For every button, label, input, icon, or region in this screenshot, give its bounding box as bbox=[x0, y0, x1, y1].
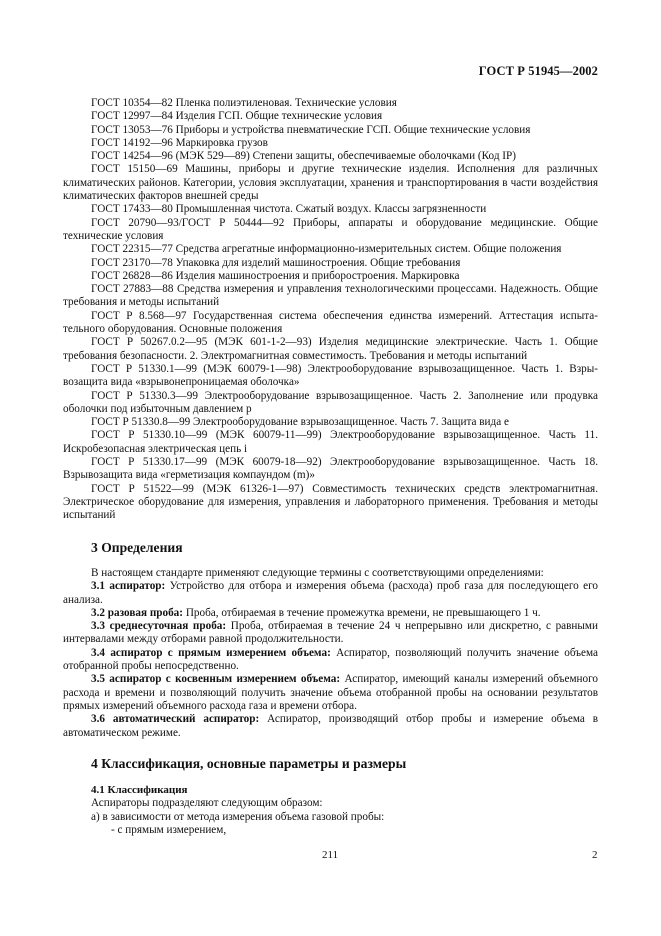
document-header: ГОСТ Р 51945—2002 bbox=[478, 64, 598, 78]
section-4-heading: 4 Классификация, основные параметры и размеры bbox=[91, 756, 407, 771]
paragraph: а) в зависимости от метода измерения объема газовой пробы: bbox=[91, 810, 385, 823]
reference-item: ГОСТ 26828—86 Изделия машиностроения и приборостроения. Маркировка bbox=[91, 269, 460, 282]
reference-item: ГОСТ 10354—82 Пленка полиэтиленовая. Технические условия bbox=[91, 97, 397, 109]
reference-item: ГОСТ 12997—84 Изделия ГСП. Общие технические условия bbox=[91, 110, 383, 123]
reference-item: ГОСТ 23170—78 Упаковка для изделий машиностроения. Общие требования bbox=[91, 256, 461, 269]
reference-item: ГОСТ 13053—76 Приборы и устройства пневматические ГСП. Общие технические условия bbox=[91, 123, 531, 136]
definition-item bbox=[63, 673, 598, 713]
section-3-heading: 3 Определения bbox=[91, 540, 183, 555]
definition-item bbox=[63, 580, 598, 607]
definitions-intro: В настоящем стандарте применяют следующие термины с соответствующими определениями: bbox=[91, 567, 544, 579]
definition-text: Аспиратор, позволяющий получить значение объема отобранной пробы непосредственно. bbox=[63, 646, 598, 673]
definition-text: Проба, отбираемая в течение 24 ч непрерывно или дискретно, с равными интервалами между отборами равной продолжительности. bbox=[63, 620, 598, 646]
references-list bbox=[63, 97, 598, 523]
list-item: - с прямым измерением, bbox=[111, 823, 227, 836]
reference-item: ГОСТ 14254—96 (МЭК 529—89) Степени защиты, обеспечиваемые оболочками (Код IP) bbox=[91, 150, 516, 163]
page-number-right: 2 bbox=[592, 849, 598, 861]
reference-item: ГОСТ Р 51330.1—99 (МЭК 60079-1—98) Электрооборудование взрывозащищенное. Часть 1. Взрывозащита вида «взрывонепроницаемая оболочка» bbox=[63, 362, 598, 389]
definition-term: 3.4 аспиратор с прямым измерением объема: bbox=[91, 646, 331, 659]
definition-term: 3.1 аспиратор: bbox=[91, 580, 166, 593]
reference-item: ГОСТ 27883—88 Средства измерения и управления технологическими процессами. Надежность. Общие требования и методы испытаний bbox=[63, 283, 598, 309]
definition-text: Проба, отбираемая в течение промежутка времени, не превышающего 1 ч. bbox=[183, 606, 541, 619]
reference-item: ГОСТ 17433—80 Промышленная чистота. Сжатый воздух. Классы загрязненности bbox=[91, 203, 487, 216]
page-number-center: 211 bbox=[322, 849, 339, 861]
definition-item bbox=[63, 647, 598, 674]
reference-item: ГОСТ Р 51330.8—99 Электрооборудование взрывозащищенное. Часть 7. Защита вида e bbox=[91, 416, 509, 429]
definition-item bbox=[63, 713, 598, 740]
subsection-heading: 4.1 Классификация bbox=[91, 784, 188, 796]
reference-item: ГОСТ Р 8.568—97 Государственная система обеспечения единства измерений. Аттестация испытательного оборудования. Основные положения bbox=[63, 309, 598, 336]
definition-term: 3.3 среднесуточная проба: bbox=[91, 620, 227, 633]
definition-text: Аспиратор, имеющий каналы измерений объемного расхода и времени и позволяющий получить значение объема отобранной пробы на основании результатов прямых измерений объемного расхода газа и времени отбора. bbox=[63, 673, 599, 712]
definition-item bbox=[63, 620, 598, 647]
reference-item: ГОСТ Р 51330.3—99 Электрооборудование взрывозащищенное. Часть 2. Заполнение или продувка оболочки под избыточным давлением p bbox=[63, 389, 598, 415]
reference-item: ГОСТ 22315—77 Средства агрегатные информационно-измерительных систем. Общие положения bbox=[91, 243, 562, 256]
definition-term: 3.6 автоматический аспиратор: bbox=[91, 713, 260, 726]
reference-item: ГОСТ Р 51522—99 (МЭК 61326-1—97) Совместимость технических средств электромагнитная. Электрическое оборудование для измерения, управления и лабораторного применения. Требования и методы испытаний bbox=[63, 482, 598, 522]
definition-text: Аспиратор, производящий отбор пробы и измерение объема в автоматическом режиме. bbox=[63, 713, 598, 739]
section-4-body bbox=[63, 784, 598, 837]
definition-text: Устройство для отбора и измерения объема (расхода) проб газа для последующего его анализа. bbox=[63, 580, 598, 606]
paragraph: Аспираторы подразделяют следующим образом: bbox=[91, 797, 323, 810]
definition-item bbox=[63, 607, 598, 620]
section-3-body bbox=[63, 567, 598, 740]
reference-item: ГОСТ 15150—69 Машины, приборы и другие технические изделия. Исполнения для различных климатических районов. Категории, условия эксплуатации, хранения и транспортирования в части воздействия климатических факторов внешней среды bbox=[63, 163, 598, 203]
reference-item: ГОСТ 14192—96 Маркировка грузов bbox=[91, 136, 268, 149]
reference-item: ГОСТ 20790—93/ГОСТ Р 50444—92 Приборы, аппараты и оборудование медицинские. Общие технические условия bbox=[63, 216, 598, 242]
definition-term: 3.5 аспиратор с косвенным измерением объема: bbox=[91, 673, 341, 686]
reference-item: ГОСТ Р 51330.17—99 (МЭК 60079-18—92) Электрооборудование взрывозащищенное. Часть 18. Взрывозащита вида «герметизация компаундом (m)» bbox=[63, 456, 598, 482]
definition-term: 3.2 разовая проба: bbox=[91, 606, 184, 619]
reference-item: ГОСТ Р 50267.0.2—95 (МЭК 601-1-2—93) Изделия медицинские электрические. Часть 1. Общие требования безопасности. 2. Электромагнитная совместимость. Требования и методы испытаний bbox=[63, 336, 598, 362]
reference-item: ГОСТ Р 51330.10—99 (МЭК 60079-11—99) Электрооборудование взрывозащищенное. Часть 11. Искробезопасная электрическая цепь i bbox=[63, 429, 598, 455]
